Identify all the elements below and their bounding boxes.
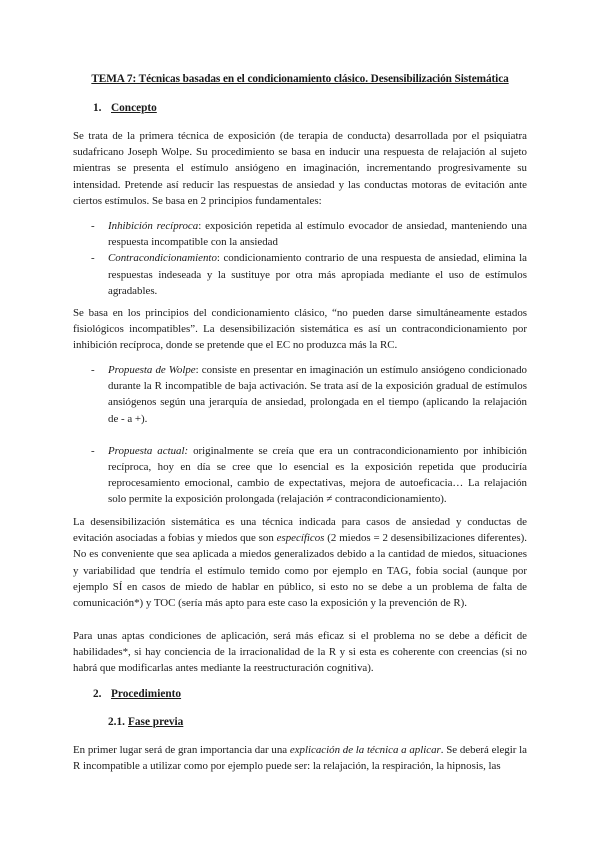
section-label: Fase previa [128,716,184,728]
list-item: - Propuesta de Wolpe: consiste en presentar en imaginación un estímulo ansiógeno condicionado durante la R incompatible de baja activación. Se trata así de la exposición gradual de estímulos ansiógenos según una jerarquía de ansiedad, prolongada en el tiempo (aplicando la relajación de - a +). [91,364,527,425]
bullet-dash: - [91,364,95,376]
paragraph-fase-previa: En primer lugar será de gran importancia dar una explicación de la técnica a aplicar. Se deberá elegir la R incompatible a utilizar como por ejemplo puede ser: la relajación, la respiración, la hipnosis, las [73,744,527,773]
section-number: 2. [93,688,102,700]
paragraph-principles: Se basa en los principios del condicionamiento clásico, “no pueden darse simultáneamente estados fisiológicos incompatibles”. La desensibilización sistemática es así un contracondicionamiento por inhibición recíproca, donde se pretende que el EC no produzca más la RC. [73,307,527,352]
section-label: Concepto [111,102,157,114]
list-term: Propuesta actual: [108,444,189,457]
list-text: condicionamiento contrario de una respuesta de ansiedad, elimina la respuestas indeseada y la sustituye por otra más apropiada mediante el uso de estímulos agradables. [108,252,528,297]
list-text: consiste en presentar en imaginación un estímulo ansiógeno condicionado durante la R incompatible de baja activación. Se trata así de la exposición gradual de estímulos ansiógenos según una jerarquía de ansiedad, prolongada en el tiempo (aplicando la relajación de - a +). [108,364,527,425]
document-title: TEMA 7: Técnicas basadas en el condicionamiento clásico. Desensibilización Sistemática [91,73,509,85]
section-heading-procedimiento [93,688,181,700]
bullet-dash: - [91,444,95,457]
proposals-list [91,362,527,508]
list-text: originalmente se creía que era un contracondicionamiento por inhibición recíproca, hoy en día se cree que lo esencial es la exposición repetida que produciría reprocesamiento emocional, cambio de expectativas, mejora de autoeficacia… La relajación solo permite la exposición prolongada (relajación ≠ contracondicionamiento). [108,444,527,506]
section-heading-concepto [93,102,157,114]
list-item: - Contracondicionamiento: condicionamiento contrario de una respuesta de ansiedad, elimina la respuestas indeseada y la sustituye por otra más apropiada mediante el uso de estímulos agradables. [91,252,528,297]
paragraph-conditions: Para unas aptas condiciones de aplicación, será más eficaz si el problema no se debe a déficit de habilidades*, si hay conciencia de la irracionalidad de la R y si esta es coherente con creencias (si no habrá que modificarlas antes mediante la reestructuración cognitiva). [73,630,527,675]
section-label: Procedimiento [111,688,182,700]
section-number: 1. [93,102,102,114]
list-item: - Inhibición recíproca: exposición repetida al estímulo evocador de ansiedad, manteniendo una respuesta incompatible con la ansiedad [91,220,527,249]
list-term: Propuesta de Wolpe [108,364,196,376]
paragraph-indications: La desensibilización sistemática es una técnica indicada para casos de ansiedad y conductas de evitación asociadas a fobias y miedos que son específicos (2 miedos = 2 desensibilizaciones diferentes). No es conveniente que sea aplicada a miedos generalizados debido a la cantidad de miedos, situaciones y variabilidad que tendría el estímulo temido como por ejemplo en TAG, fobia social (aunque por ejemplo SÍ en casos de miedo de hablar en público, si esto no se debe a un problema de falta de comunicación*) y TOC (sería más apto para este caso la exposición y la prevención de R). [73,516,527,610]
list-term: Inhibición recíproca [108,220,199,232]
principles-list [91,218,527,299]
bullet-dash: - [91,252,95,265]
paragraph-intro: Se trata de la primera técnica de exposición (de terapia de conducta) desarrollada por el psiquiatra sudafricano Joseph Wolpe. Su procedimiento se basa en inducir una respuesta de relajación al sujeto mientras se presenta el estímulo ansiógeno en imaginación, incrementando progresivamente su intensidad. Pretende así reducir las respuestas de ansiedad y las conductas motoras de evitación ante ciertos estímulos. Se basa en 2 principios fundamentales: [73,130,527,207]
section-number: 2.1. [108,716,125,728]
list-item [91,443,527,508]
subsection-heading-fase-previa [108,716,183,728]
bullet-dash: - [91,220,95,232]
list-term: Contracondicionamiento [108,252,217,265]
list-text: exposición repetida al estímulo evocador de ansiedad, manteniendo una respuesta incompatible con la ansiedad [108,220,527,249]
